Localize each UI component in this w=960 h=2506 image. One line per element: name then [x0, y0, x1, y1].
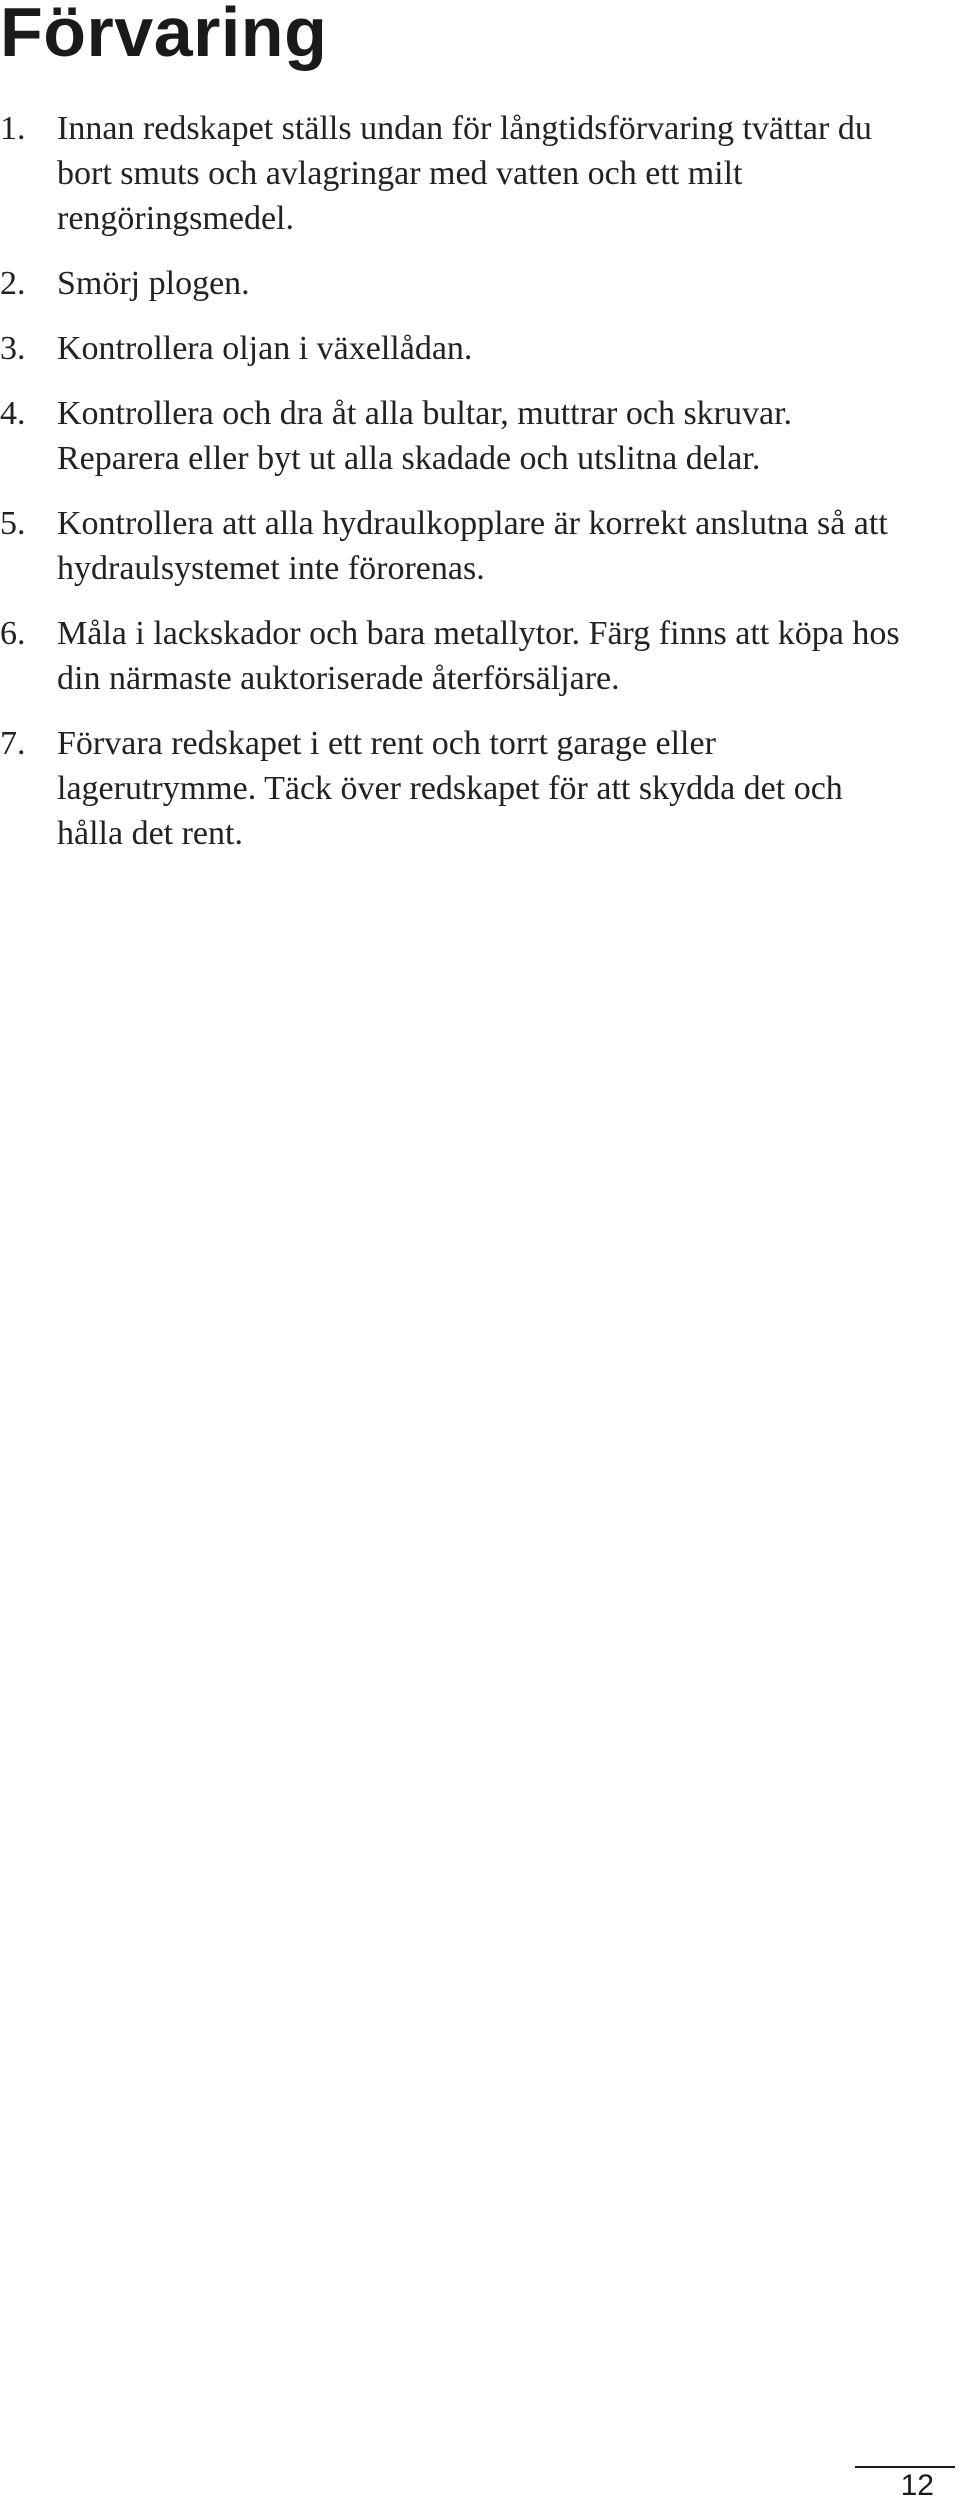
list-item-number: 4.	[0, 395, 26, 432]
list-item-number: 5.	[0, 505, 26, 542]
page-number: 12	[900, 2469, 934, 2502]
storage-instructions-list	[0, 106, 900, 876]
list-item-text: Smörj plogen.	[57, 265, 250, 302]
list-item-text: Innan redskapet ställs undan för långtidsförvaring tvättar du bort smuts och avlagringar med vatten och ett milt rengöringsmedel.	[57, 110, 872, 237]
list-item	[0, 721, 900, 856]
list-item-text: Måla i lackskador och bara metallytor. Färg finns att köpa hos din närmaste auktoriserade återförsäljare.	[57, 615, 900, 697]
list-item	[0, 106, 900, 241]
list-item-number: 1.	[0, 110, 26, 147]
page-title: Förvaring	[0, 0, 328, 71]
list-item-number: 3.	[0, 330, 26, 367]
list-item	[0, 391, 900, 481]
list-item	[0, 326, 900, 371]
list-item-number: 7.	[0, 725, 26, 762]
list-item-text: Kontrollera och dra åt alla bultar, muttrar och skruvar. Reparera eller byt ut alla skadade och utslitna delar.	[57, 395, 793, 477]
list-item-number: 2.	[0, 265, 26, 302]
list-item	[0, 261, 900, 306]
list-item	[0, 501, 900, 591]
list-item-text: Förvara redskapet i ett rent och torrt garage eller lagerutrymme. Täck över redskapet för att skydda det och hålla det rent.	[57, 725, 843, 852]
list-item-text: Kontrollera att alla hydraulkopplare är korrekt anslutna så att hydraulsystemet inte förorenas.	[57, 505, 888, 587]
list-item	[0, 611, 900, 701]
list-item-number: 6.	[0, 615, 26, 652]
list-item-text: Kontrollera oljan i växellådan.	[57, 330, 473, 367]
